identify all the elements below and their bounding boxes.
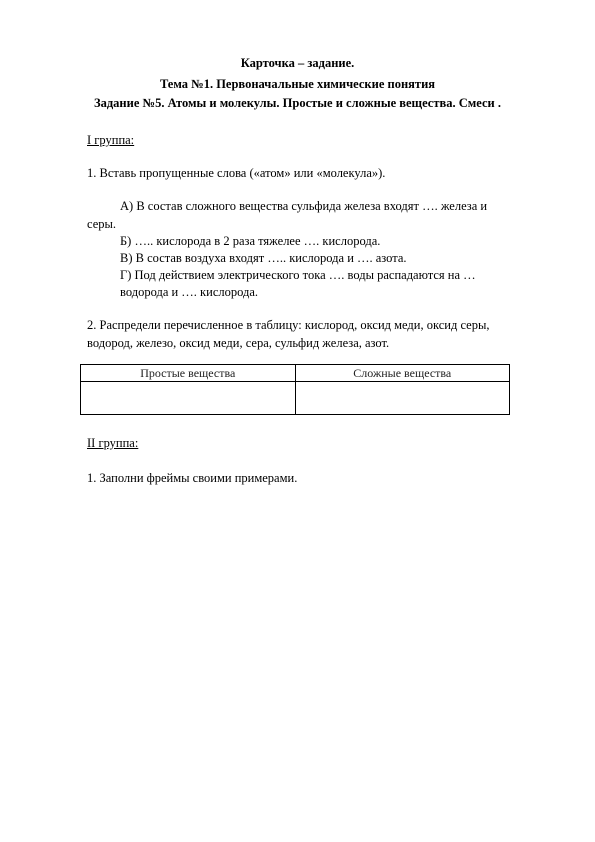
table-header-complex: Сложные вещества	[295, 365, 510, 382]
table-cell-complex	[295, 382, 510, 415]
substances-table	[80, 364, 510, 415]
table-header-simple: Простые вещества	[81, 365, 296, 382]
table-row	[81, 382, 510, 415]
group2-question1: 1. Заполни фреймы своими примерами.	[87, 471, 298, 485]
group2-heading: II группа:	[87, 436, 139, 450]
question2-line1: 2. Распредели перечисленное в таблицу: кислород, оксид меди, оксид серы,	[87, 318, 490, 332]
question1-item-b: Б) ….. кислорода в 2 раза тяжелее …. кислорода.	[120, 234, 381, 248]
table-header-row	[81, 365, 510, 382]
question1-item-g-line1: Г) Под действием электрического тока …. воды распадаются на …	[120, 268, 476, 282]
question1-item-a-line1: А) В состав сложного вещества сульфида железа входят …. железа и	[120, 199, 488, 213]
question2-line2: водород, железо, оксид меди, сера, сульфид железа, азот.	[87, 336, 390, 350]
table-cell-simple	[81, 382, 296, 415]
question1-text: 1. Вставь пропущенные слова («атом» или «молекула»).	[87, 166, 386, 180]
question1-item-g-line2: водорода и …. кислорода.	[120, 285, 259, 299]
task-title: Задание №5. Атомы и молекулы. Простые и сложные вещества. Смеси .	[94, 96, 501, 110]
card-title: Карточка – задание.	[240, 56, 355, 70]
question1-item-a-line2: серы.	[87, 217, 117, 231]
topic-title: Тема №1. Первоначальные химические понятия	[159, 77, 436, 91]
group1-heading: I группа:	[87, 133, 135, 147]
question1-item-v: В) В состав воздуха входят ….. кислорода и …. азота.	[120, 251, 407, 265]
